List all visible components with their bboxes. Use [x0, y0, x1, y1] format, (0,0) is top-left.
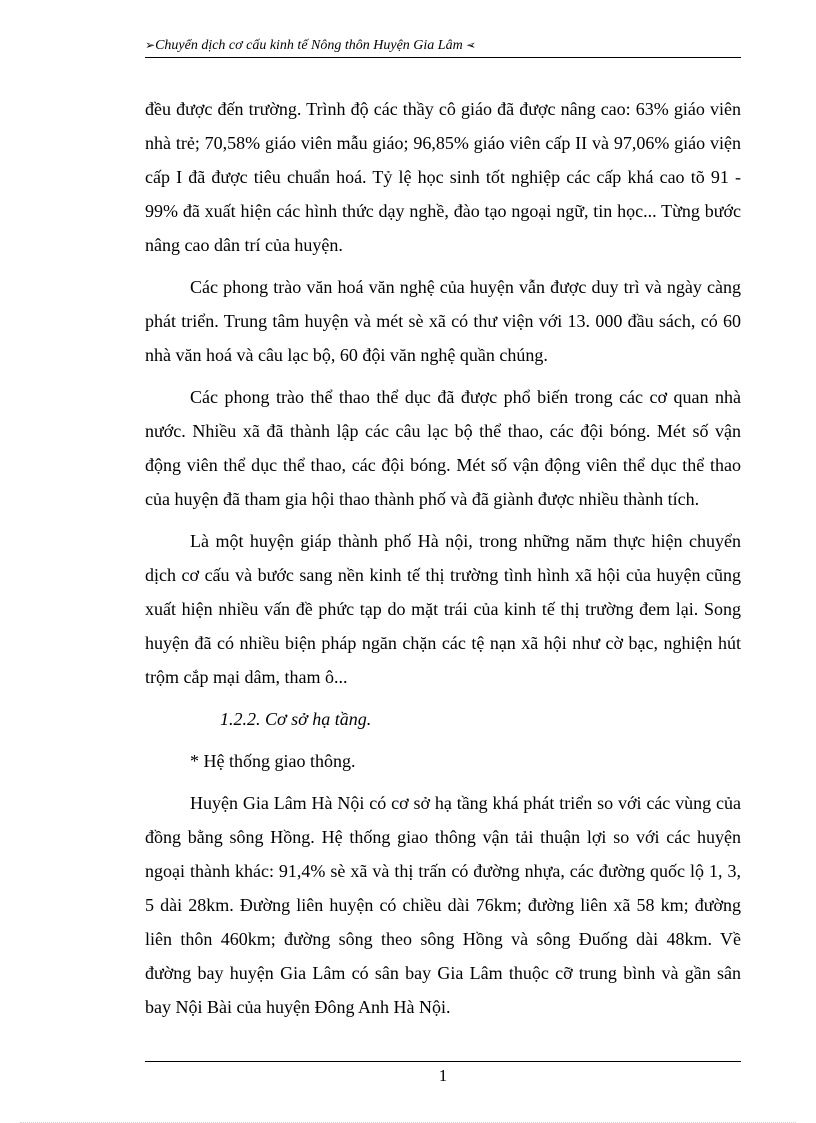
paragraph-social: Là một huyện giáp thành phố Hà nội, trong những năm thực hiện chuyển dịch cơ cấu và bước sang nền kinh tế thị trường tình hình xã hội của huyện cũng xuất hiện nhiều vấn đề phức tạp do mặt trái của kinh tế thị trường đem lại. Song huyện đã có nhiều biện pháp ngăn chặn các tệ nạn xã hội như cờ bạc, nghiện hút trộm cắp mại dâm, tham ô...: [145, 531, 741, 687]
paragraph-transport: Huyện Gia Lâm Hà Nội có cơ sở hạ tầng khá phát triển so với các vùng của đồng bằng sông Hồng. Hệ thống giao thông vận tải thuận lợi so với các huyện ngoại thành khác: 91,4% sè xã và thị trấn có đường nhựa, các đường quốc lộ 1, 3, 5 dài 28km. Đường liên huyện có chiều dài 76km; đường liên xã 58 km; đường liên thôn 460km; đường sông theo sông Hồng và sông Đuống dài 48km. Về đường bay huyện Gia Lâm có sân bay Gia Lâm thuộc cỡ trung bình và gần sân bay Nội Bài của huyện Đông Anh Hà Nội.: [145, 793, 741, 1017]
page-body: [145, 92, 741, 1032]
arrow-left-icon: ➢: [466, 38, 477, 52]
header-title: Chuyển dịch cơ cấu kinh tế Nông thôn Huyện Gia Lâm: [155, 38, 463, 53]
section-heading: 1.2.2. Cơ sở hạ tầng.: [220, 709, 372, 729]
running-header: [145, 36, 741, 58]
subheading-transport: * Hệ thống giao thông.: [190, 751, 356, 771]
page-number: 1: [438, 1066, 448, 1085]
paragraph-education: đều được đến trường. Trình độ các thầy cô giáo đã được nâng cao: 63% giáo viên nhà trẻ; 70,58% giáo viên mẫu giáo; 96,85% giáo viên cấp II và 97,06% giáo viện cấp I đã được tiêu chuẩn hoá. Tỷ lệ học sinh tốt nghiệp các cấp khá cao tõ 91 - 99% đã xuất hiện các hình thức dạy nghề, đào tạo ngoại ngữ, tin học... Từng bước nâng cao dân trí của huyện.: [145, 99, 741, 255]
paragraph-culture: Các phong trào văn hoá văn nghệ của huyện vẫn được duy trì và ngày càng phát triển. Trung tâm huyện và mét sè xã có thư viện với 13. 000 đầu sách, có 60 nhà văn hoá và câu lạc bộ, 60 đội văn nghệ quần chúng.: [145, 277, 741, 365]
paragraph-sports: Các phong trào thể thao thể dục đã được phổ biến trong các cơ quan nhà nước. Nhiều xã đã thành lập các câu lạc bộ thể thao, các đội bóng. Mét số vận động viên thể dục thể thao, các đội bóng. Mét số vận động viên thể dục thể thao của huyện đã tham gia hội thao thành phố và đã giành được nhiều thành tích.: [145, 387, 741, 509]
arrow-right-icon: ➢: [145, 38, 156, 52]
footer-divider: [145, 1061, 741, 1062]
